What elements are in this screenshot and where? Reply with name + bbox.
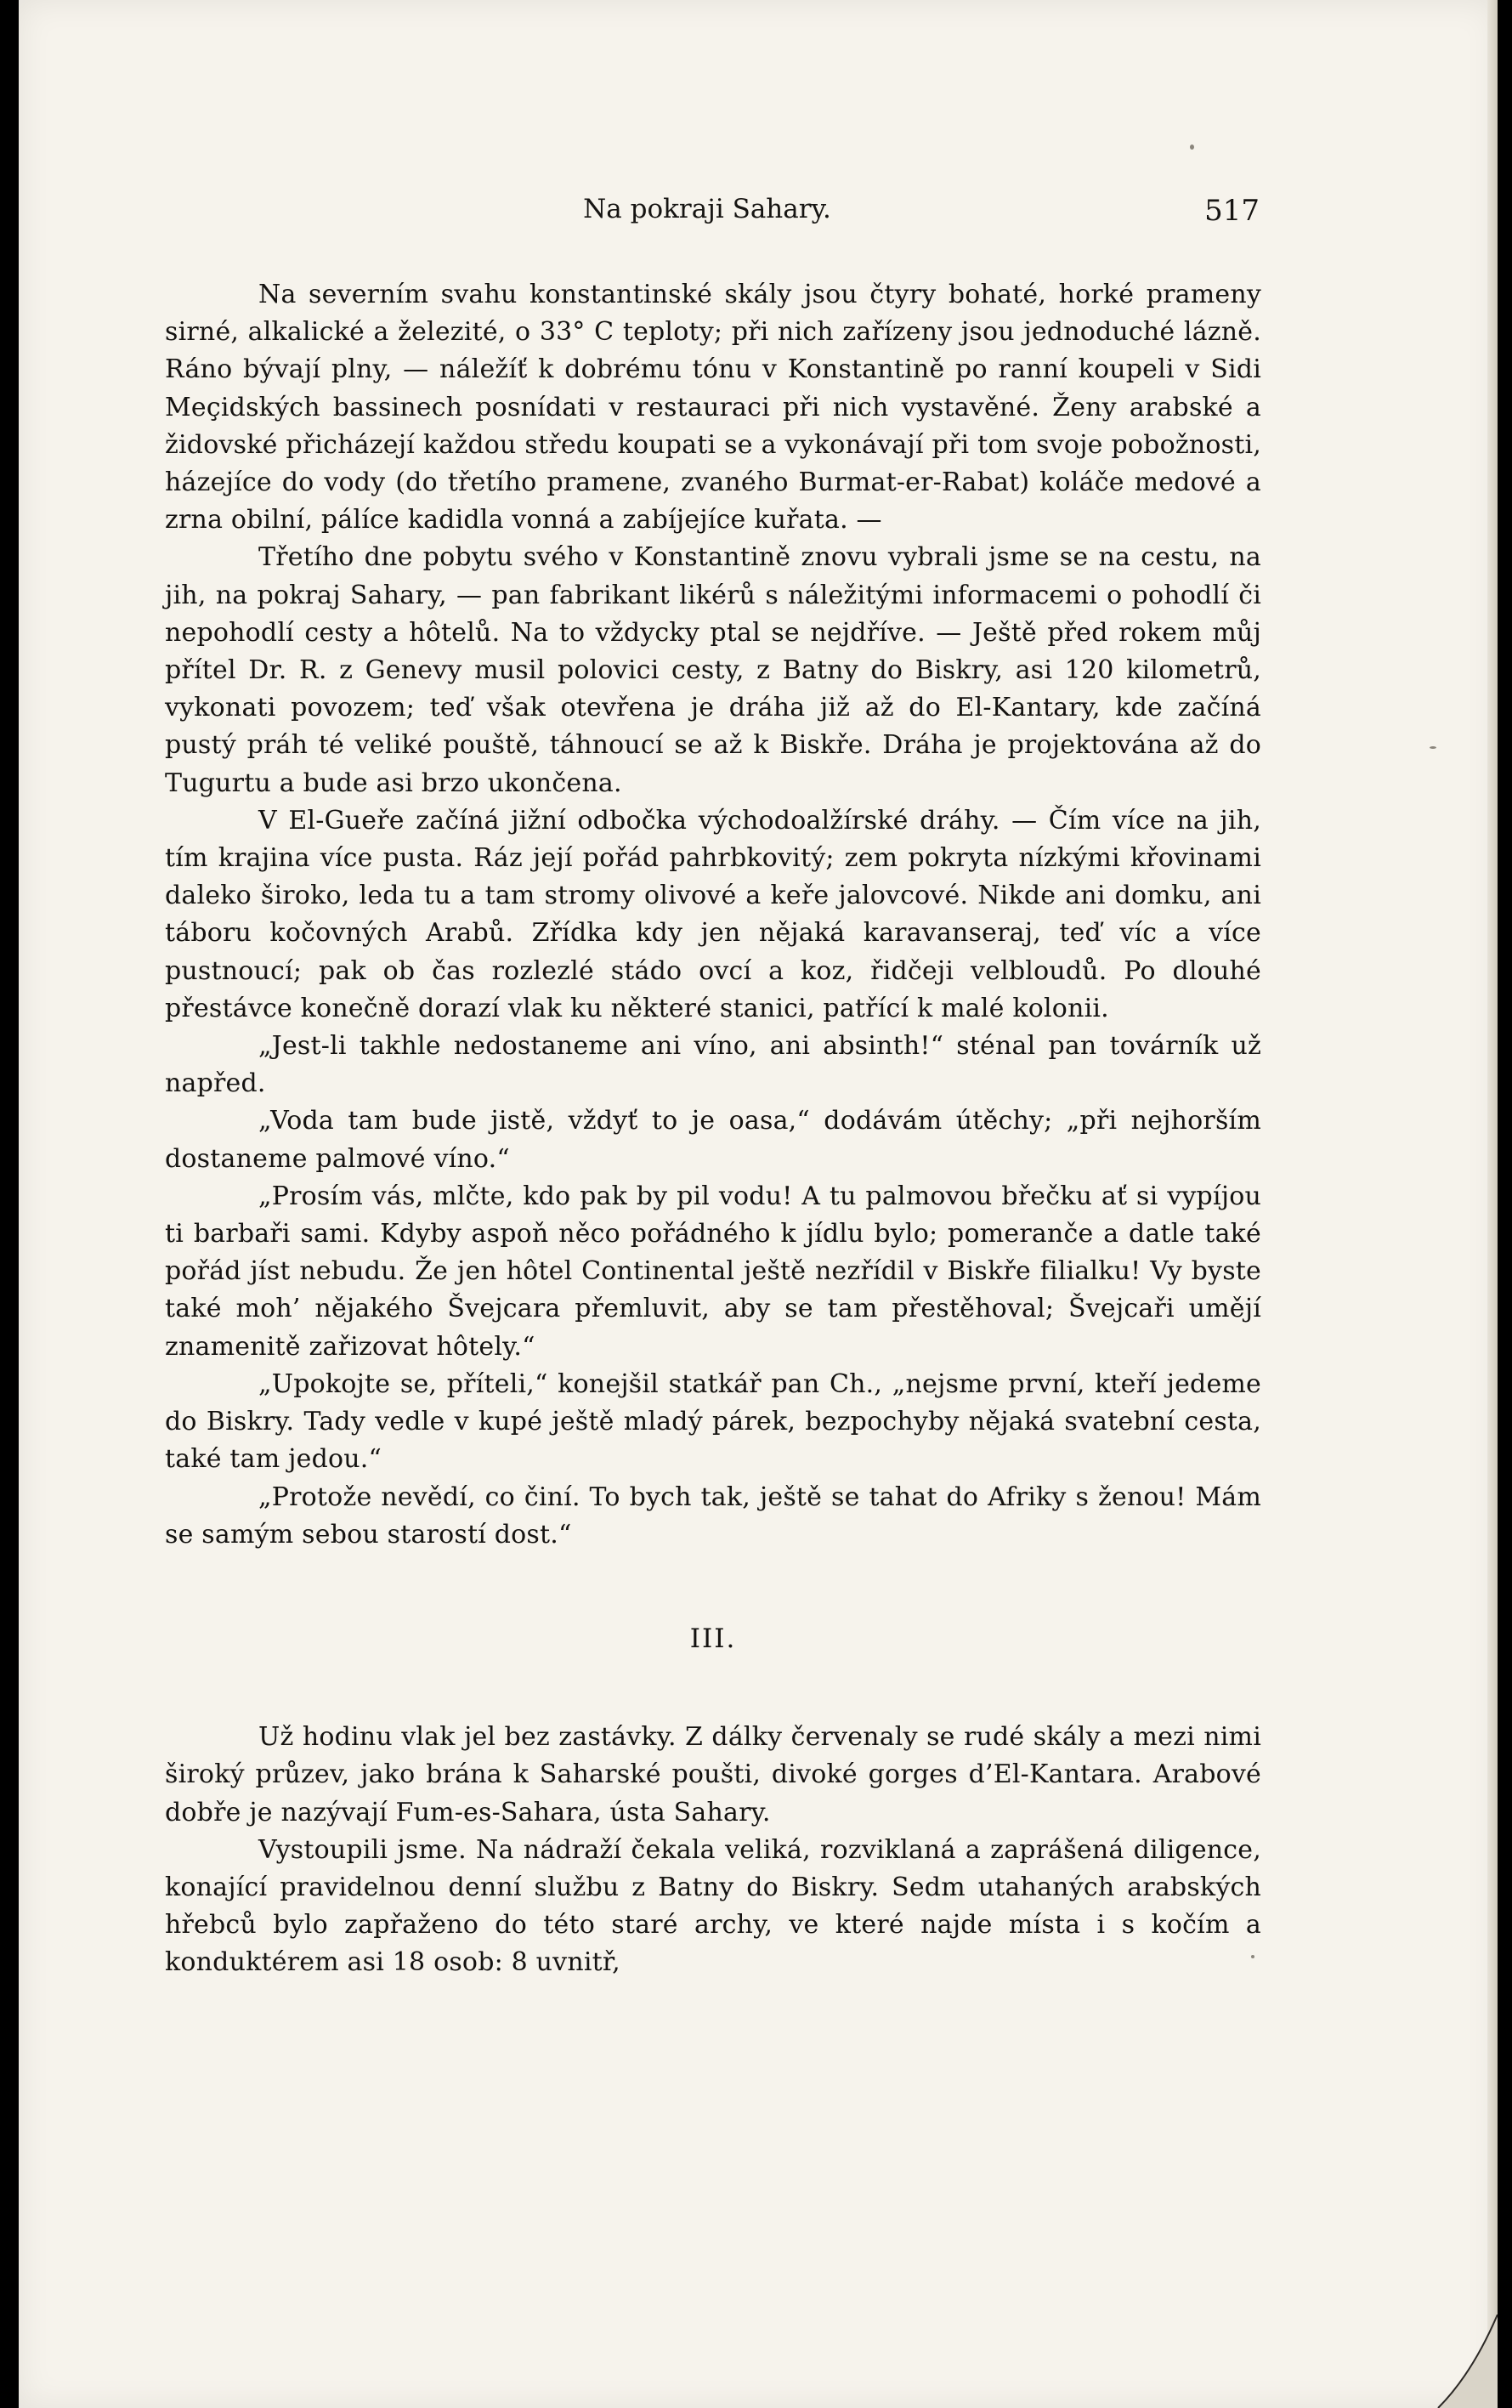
paper-speck — [1251, 1955, 1254, 1958]
paper-speck — [1430, 746, 1436, 749]
paragraph: Na severním svahu konstantinské skály jsou čtyry bohaté, horké prameny sirné, alkalické a železité, o 33° C teploty; při nich zařízeny jsou jednoduché lázně. Ráno bývají plny, — náležíť k dobrému tónu v Konstantině po ranní koupeli v Sidi Meçidských bassinech posnídati v restauraci při nich vystavěné. Ženy arabské a židovské přicházejí každou středu koupati se a vykonávají při tom svoje pobožnosti, házejíce do vody (do třetího pramene, zvaného Burmat-er-Rabat) koláče medové a zrna obilní, pálíce kadidla vonná a zabíjejíce kuřata. — — [165, 280, 1261, 535]
paper-speck — [1190, 144, 1194, 150]
book-page — [19, 0, 1498, 2408]
page-header — [155, 194, 1260, 236]
paragraph: „Protože nevědí, co činí. To bych tak, ještě se tahat do Afriky s ženou! Mám se samým sebou starostí dost.“ — [165, 1482, 1261, 1550]
running-title: Na pokraji Sahary. — [583, 194, 831, 224]
section-heading: III. — [689, 1623, 737, 1654]
paragraph: Vystoupili jsme. Na nádraží čekala veliká, rozviklaná a zaprášená diligence, konající pravidelnou denní službu z Batny do Biskry. Sedm utahaných arabských hřebců bylo zapřaženo do této staré archy, ve které najde místa i s kočím a konduktérem asi 18 osob: 8 uvnitř, — [165, 1834, 1261, 1978]
page-number: 517 — [1204, 194, 1260, 228]
paragraph: „Upokojte se, příteli,“ konejšil statkář pan Ch., „nejsme první, kteří jedeme do Biskry. Tady vedle v kupé ještě mladý párek, bezpochyby nějaká svatební cesta, také tam jedou.“ — [165, 1368, 1261, 1475]
paragraph: Už hodinu vlak jel bez zastávky. Z dálky červenaly se rudé skály a mezi nimi široký průzev, jako brána k Saharské poušti, divoké gorges d’El-Kantara. Arabové dobře je nazývají Fum-es-Sahara, ústa Sahary. — [165, 1722, 1261, 1827]
paragraph: „Voda tam bude jistě, vždyť to je oasa,“ dodávám útěchy; „při nejhorším dostaneme palmové víno.“ — [165, 1106, 1261, 1174]
paragraph: V El-Gueře začíná jižní odbočka východoalžírské dráhy. — Čím více na jih, tím krajina více pusta. Ráz její pořád pahrbkovitý; zem pokryta nízkými křovinami daleko široko, leda tu a tam stromy olivové a keře jalovcové. Nikde ani domku, ani táboru kočovných Arabů. Zřídka kdy jen nějaká karavanseraj, teď víc a více pustnoucí; pak ob čas rozlezlé stádo ovcí a koz, řidčeji velbloudů. Po dlouhé přestávce konečně dorazí vlak ku některé stanici, patřící k malé kolonii. — [165, 805, 1261, 1023]
page-corner-curl-icon — [1421, 2315, 1498, 2408]
paragraph: „Prosím vás, mlčte, kdo pak by pil vodu! A tu palmovou břečku ať si vypíjou ti barbaři sami. Kdyby aspoň něco pořádného k jídlu bylo; pomeranče a datle také pořád jíst nebudu. Že jen hôtel Continental ještě nezřídil v Biskře filialku! Vy byste také moh’ nějakého Švejcara přemluvit, aby se tam přestěhoval; Švejcaři umějí znamenitě zařizovat hôtely.“ — [165, 1181, 1261, 1362]
paragraph: Třetího dne pobytu svého v Konstantině znovu vybrali jsme se na cestu, na jih, na pokraj Sahary, — pan fabrikant likérů s náležitými informacemi o pohodlí či nepohodlí cesty a hôtelů. Na to vždycky ptal se nejdříve. — Ještě před rokem můj přítel Dr. R. z Genevy musil polovici cesty, z Batny do Biskry, asi 120 kilometrů, vykonati povozem; teď však otevřena je dráha již až do El-Kantary, kde začíná pustý práh té veliké pouště, táhnoucí se až k Biskře. Dráha je projektována až do Tugurtu a bude asi brzo ukončena. — [165, 542, 1261, 798]
paragraph: „Jest-li takhle nedostaneme ani víno, ani absinth!“ sténal pan továrník už napřed. — [165, 1031, 1261, 1099]
body-text — [165, 276, 1261, 1982]
page-edge-shadow — [1487, 0, 1498, 2408]
